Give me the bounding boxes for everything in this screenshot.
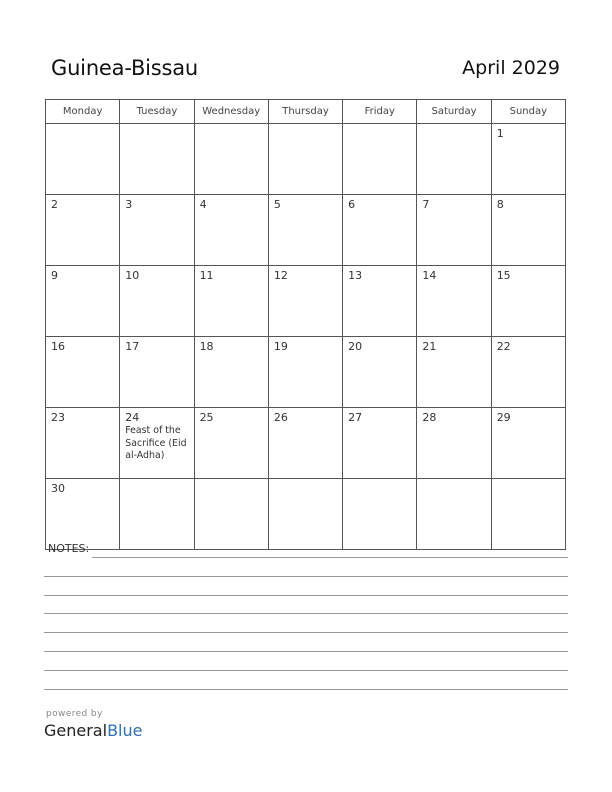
calendar-day-cell xyxy=(194,337,268,408)
calendar-day-cell xyxy=(194,124,268,195)
calendar-day-cell xyxy=(268,195,342,266)
day-number: 23 xyxy=(51,411,65,424)
day-number: 29 xyxy=(496,411,511,424)
calendar-day-cell xyxy=(417,408,491,479)
calendar-day-cell xyxy=(343,408,417,479)
day-number: 6 xyxy=(348,198,356,211)
calendar-day-cell xyxy=(491,124,565,195)
day-number: 11 xyxy=(199,269,214,282)
calendar-day-cell xyxy=(417,479,491,550)
calendar-day-cell xyxy=(417,124,491,195)
day-number: 13 xyxy=(348,269,363,282)
note-line xyxy=(92,557,568,558)
calendar-day-cell xyxy=(343,266,417,337)
calendar-day-cell xyxy=(120,195,194,266)
note-line xyxy=(44,576,568,577)
calendar-grid xyxy=(45,99,566,550)
calendar-day-cell xyxy=(46,195,120,266)
day-number: 30 xyxy=(51,482,65,495)
calendar-day-cell xyxy=(343,479,417,550)
weekday-header: Tuesday xyxy=(120,100,194,124)
calendar-day-cell xyxy=(46,337,120,408)
day-number: 28 xyxy=(422,411,437,424)
day-number: 1 xyxy=(496,127,504,140)
calendar-day-cell xyxy=(194,266,268,337)
calendar-day-cell xyxy=(194,479,268,550)
day-number: 9 xyxy=(51,269,58,282)
holiday-label: Feast of the Sacrifice (Eid al-Adha) xyxy=(125,425,187,461)
calendar-day-cell xyxy=(417,195,491,266)
day-number: 4 xyxy=(199,198,207,211)
calendar-week-row xyxy=(46,266,566,337)
brand-blue: Blue xyxy=(107,721,143,740)
day-number: 8 xyxy=(496,198,504,211)
day-number: 27 xyxy=(348,411,363,424)
weekday-header-row xyxy=(46,100,566,124)
notes-label: NOTES: xyxy=(48,542,90,555)
weekday-header: Saturday xyxy=(417,100,491,124)
day-number: 3 xyxy=(125,198,133,211)
calendar-day-cell xyxy=(417,337,491,408)
day-number: 25 xyxy=(199,411,214,424)
day-number: 10 xyxy=(125,269,140,282)
day-number: 16 xyxy=(51,340,65,353)
calendar-day-cell xyxy=(120,479,194,550)
calendar-day-cell xyxy=(120,266,194,337)
calendar-day-cell xyxy=(268,479,342,550)
calendar-week-row xyxy=(46,195,566,266)
calendar-day-cell xyxy=(194,195,268,266)
calendar-week-row xyxy=(46,479,566,550)
calendar-day-cell xyxy=(491,337,565,408)
day-number: 14 xyxy=(422,269,437,282)
calendar-country-title: Guinea-Bissau xyxy=(51,56,199,80)
weekday-header: Monday xyxy=(46,100,120,124)
day-number: 19 xyxy=(273,340,288,353)
calendar-day-cell xyxy=(46,479,120,550)
day-number: 15 xyxy=(496,269,511,282)
weekday-header: Wednesday xyxy=(194,100,268,124)
day-number: 2 xyxy=(51,198,58,211)
note-line xyxy=(44,632,568,633)
calendar-day-cell xyxy=(268,124,342,195)
calendar-week-row xyxy=(46,337,566,408)
calendar-week-row xyxy=(46,124,566,195)
calendar-day-cell xyxy=(268,408,342,479)
calendar-day-cell xyxy=(46,266,120,337)
calendar-day-cell xyxy=(343,337,417,408)
powered-by-text: powered by xyxy=(46,709,103,719)
calendar-week-row xyxy=(46,408,566,479)
note-line xyxy=(44,651,568,652)
note-line xyxy=(44,670,568,671)
weekday-header: Sunday xyxy=(491,100,565,124)
day-number: 21 xyxy=(422,340,437,353)
calendar-day-cell xyxy=(343,124,417,195)
day-number: 22 xyxy=(496,340,511,353)
weekday-header: Friday xyxy=(343,100,417,124)
calendar-month-title: April 2029 xyxy=(462,57,560,79)
calendar-day-cell xyxy=(491,408,565,479)
day-number: 7 xyxy=(422,198,430,211)
weekday-header: Thursday xyxy=(268,100,342,124)
calendar-day-cell xyxy=(491,479,565,550)
calendar-day-cell xyxy=(194,408,268,479)
calendar-day-cell xyxy=(120,337,194,408)
day-number: 26 xyxy=(273,411,288,424)
brand-general: General xyxy=(44,721,108,740)
calendar-day-cell xyxy=(120,408,194,479)
day-number: 18 xyxy=(199,340,214,353)
note-line xyxy=(44,613,568,614)
note-line xyxy=(44,595,568,596)
note-line xyxy=(44,689,568,690)
day-number: 20 xyxy=(348,340,363,353)
day-number: 12 xyxy=(273,269,288,282)
calendar-day-cell xyxy=(491,195,565,266)
calendar-day-cell xyxy=(46,124,120,195)
day-number: 5 xyxy=(273,198,281,211)
calendar-day-cell xyxy=(46,408,120,479)
calendar-day-cell xyxy=(343,195,417,266)
calendar-day-cell xyxy=(268,337,342,408)
day-number: 17 xyxy=(125,340,140,353)
calendar-day-cell xyxy=(120,124,194,195)
calendar-day-cell xyxy=(417,266,491,337)
brand-logo xyxy=(44,721,142,740)
calendar-day-cell xyxy=(491,266,565,337)
day-number: 24 xyxy=(125,411,140,424)
calendar-day-cell xyxy=(268,266,342,337)
